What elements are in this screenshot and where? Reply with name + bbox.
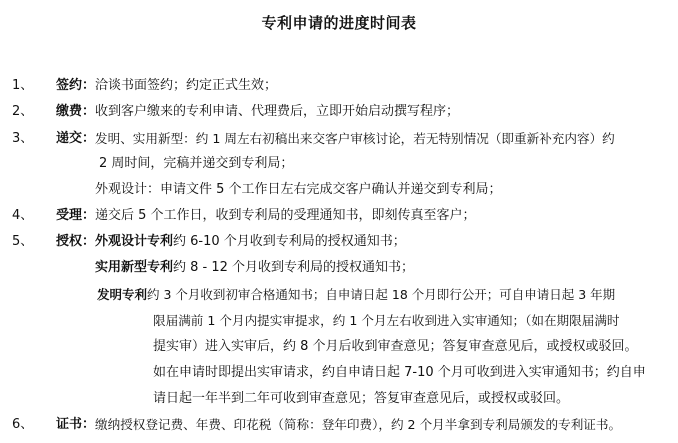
item-subline: 发明专利约 3 个月收到初审合格通知书；自申请日起 18 个月即行公开；可自申请日起 3 年期 xyxy=(97,287,616,302)
item-label: 缴费： xyxy=(56,104,96,119)
item-text: 外观设计：申请文件 5 个工作日左右完成交客户确认并递交到专利局； xyxy=(95,182,502,197)
item-text: 2 周时间，完稿并递交到专利局； xyxy=(99,156,294,171)
item-text: 提实审）进入实审后，约 8 个月后收到审查意见；答复审查意见后，或授权或驳回。 xyxy=(153,339,638,354)
item-text: 洽谈书面签约；约定正式生效； xyxy=(95,78,278,93)
item-number: 2、 xyxy=(12,104,34,119)
item-text: 限届满前 1 个月内提实审提求，约 1 个月左右收到进入实审通知；（如在期限届满时 xyxy=(153,313,620,328)
item-label: 证书： xyxy=(56,417,96,432)
item-label: 授权： xyxy=(56,234,96,249)
item-label: 签约： xyxy=(56,78,96,93)
item-text: 收到客户缴来的专利申请、代理费后，立即开始启动撰写程序； xyxy=(95,104,460,119)
item-text: 发明、实用新型：约 1 周左右初稿出来交客户审核讨论，若无特别情况（即重新补充内容）约 xyxy=(95,131,615,146)
item-subline: 外观设计专利约 6-10 个月收到专利局的授权通知书； xyxy=(95,234,406,249)
item-subline: 实用新型专利约 8 - 12 个月收到专利局的授权通知书； xyxy=(95,260,415,275)
item-number: 5、 xyxy=(12,234,34,249)
item-text: 递交后 5 个工作日，收到专利局的受理通知书，即刻传真至客户； xyxy=(95,208,476,223)
item-number: 6、 xyxy=(12,417,34,432)
item-label: 递交： xyxy=(56,131,96,146)
item-text: 缴纳授权登记费、年费、印花税（简称：登年印费），约 2 个月半拿到专利局颁发的专利证书。 xyxy=(95,417,622,432)
item-number: 3、 xyxy=(12,131,34,146)
item-text: 如在申请时即提出实审请求，约自申请日起 7-10 个月可收到进入实审通知书；约自申 xyxy=(153,365,646,380)
page-title: 专利申请的进度时间表 xyxy=(261,14,417,32)
item-text: 请日起一年半到二年可收到审查意见；答复审查意见后，或授权或驳回。 xyxy=(153,391,570,406)
item-number: 1、 xyxy=(12,78,34,93)
item-number: 4、 xyxy=(12,208,34,223)
item-label: 受理： xyxy=(56,208,96,223)
